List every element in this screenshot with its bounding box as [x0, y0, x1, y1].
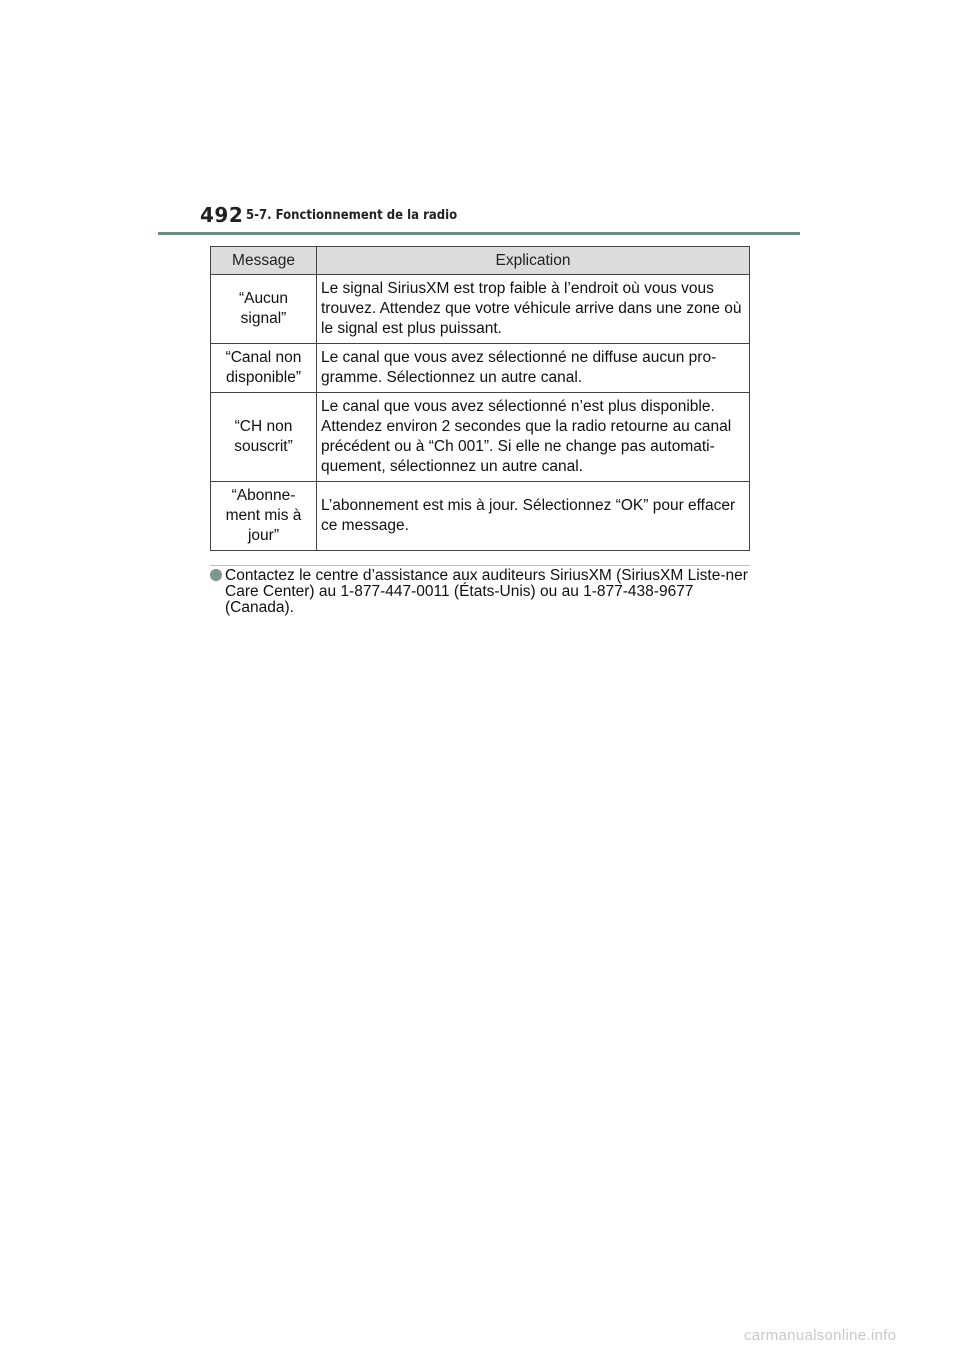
note	[210, 568, 750, 616]
message-cell: “Abonne-ment mis à jour”	[211, 482, 317, 551]
column-header-message: Message	[211, 247, 317, 275]
page-number: 492	[200, 203, 244, 227]
message-table	[210, 246, 750, 551]
table-row	[211, 344, 750, 393]
column-header-explication: Explication	[317, 247, 750, 275]
table-row	[211, 482, 750, 551]
bullet-icon	[210, 569, 222, 581]
watermark: carmanualsonline.info	[744, 1327, 897, 1344]
table-header-row	[211, 247, 750, 275]
table-row	[211, 275, 750, 344]
explication-cell: Le canal que vous avez sélectionné ne diffuse aucun pro-gramme. Sélectionnez un autre canal.	[317, 344, 750, 393]
explication-cell: Le signal SiriusXM est trop faible à l’endroit où vous vous trouvez. Attendez que votre véhicule arrive dans une zone où le signal est plus puissant.	[317, 275, 750, 344]
message-cell: “Aucun signal”	[211, 275, 317, 344]
explication-cell: Le canal que vous avez sélectionné n’est plus disponible. Attendez environ 2 secondes que la radio retourne au canal précédent ou à “Ch 001”. Si elle ne change pas automati-quement, sélectionnez un autre canal.	[317, 393, 750, 482]
section-title: 5-7. Fonctionnement de la radio	[246, 208, 458, 223]
explication-cell: L’abonnement est mis à jour. Sélectionnez “OK” pour effacer ce message.	[317, 482, 750, 551]
note-rule	[210, 565, 750, 566]
note-text: Contactez le centre d’assistance aux auditeurs SiriusXM (SiriusXM Liste-ner Care Center) au 1-877-447-0011 (États-Unis) ou au 1-877-438-9677 (Canada).	[225, 567, 748, 616]
header-rule	[158, 232, 800, 235]
message-cell: “CH non souscrit”	[211, 393, 317, 482]
message-cell: “Canal non disponible”	[211, 344, 317, 393]
table-row	[211, 393, 750, 482]
